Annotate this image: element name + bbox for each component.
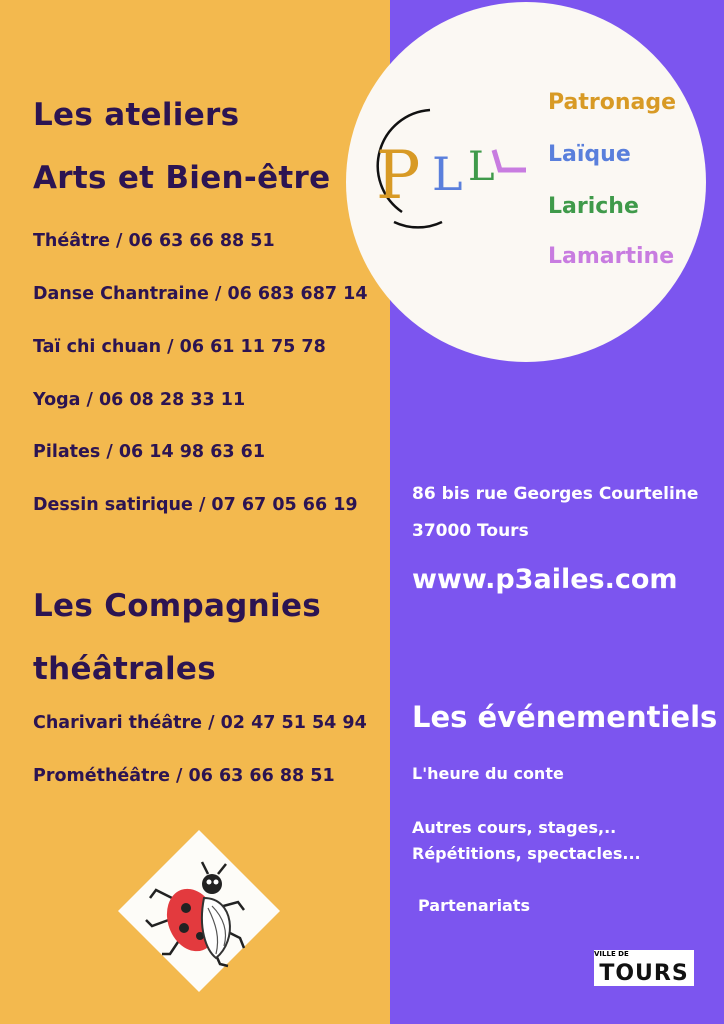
compagnies-title-line1: Les Compagnies: [33, 588, 322, 624]
atelier-item: Taï chi chuan / 06 61 11 75 78: [33, 337, 326, 357]
ladybug-icon: [116, 828, 282, 994]
address-line2: 37000 Tours: [412, 521, 529, 541]
atelier-item: Danse Chantraine / 06 683 687 14: [33, 284, 368, 304]
ladybug-illustration: [116, 828, 282, 994]
logo-word-patronage: Patronage: [548, 90, 677, 115]
tours-logo-top-text: VILLE DE: [594, 950, 694, 962]
compagnie-item: Prométhéâtre / 06 63 66 88 51: [33, 766, 335, 786]
pll-logo-icon: [372, 100, 532, 230]
logo-word-lamartine: Lamartine: [548, 244, 675, 269]
pll-logo: [372, 100, 532, 230]
tours-logo-main-text: TOURS: [594, 962, 694, 986]
logo-word-lariche: Lariche: [548, 194, 639, 219]
svg-text:L: L: [432, 147, 463, 201]
address-line1: 86 bis rue Georges Courteline: [412, 484, 699, 504]
compagnie-item: Charivari théâtre / 02 47 51 54 94: [33, 713, 367, 733]
event-item: Répétitions, spectacles...: [412, 844, 641, 863]
event-item: L'heure du conte: [412, 764, 564, 783]
svg-text:P: P: [376, 137, 421, 214]
atelier-item: Pilates / 06 14 98 63 61: [33, 442, 265, 462]
ateliers-title-line2: Arts et Bien-être: [33, 160, 331, 196]
svg-text:L: L: [468, 144, 495, 190]
compagnies-title-line2: théâtrales: [33, 651, 216, 687]
atelier-item: Dessin satirique / 07 67 05 66 19: [33, 495, 358, 515]
atelier-item: Théâtre / 06 63 66 88 51: [33, 231, 275, 251]
evenementiels-title: Les événementiels: [412, 700, 718, 734]
atelier-item: Yoga / 06 08 28 33 11: [33, 390, 246, 410]
event-item: Autres cours, stages,..: [412, 818, 617, 837]
logo-word-laique: Laïque: [548, 142, 631, 167]
ateliers-title-line1: Les ateliers: [33, 97, 240, 133]
event-item: Partenariats: [418, 896, 531, 915]
ville-de-tours-logo: [594, 950, 694, 986]
website-link[interactable]: www.p3ailes.com: [412, 564, 678, 595]
